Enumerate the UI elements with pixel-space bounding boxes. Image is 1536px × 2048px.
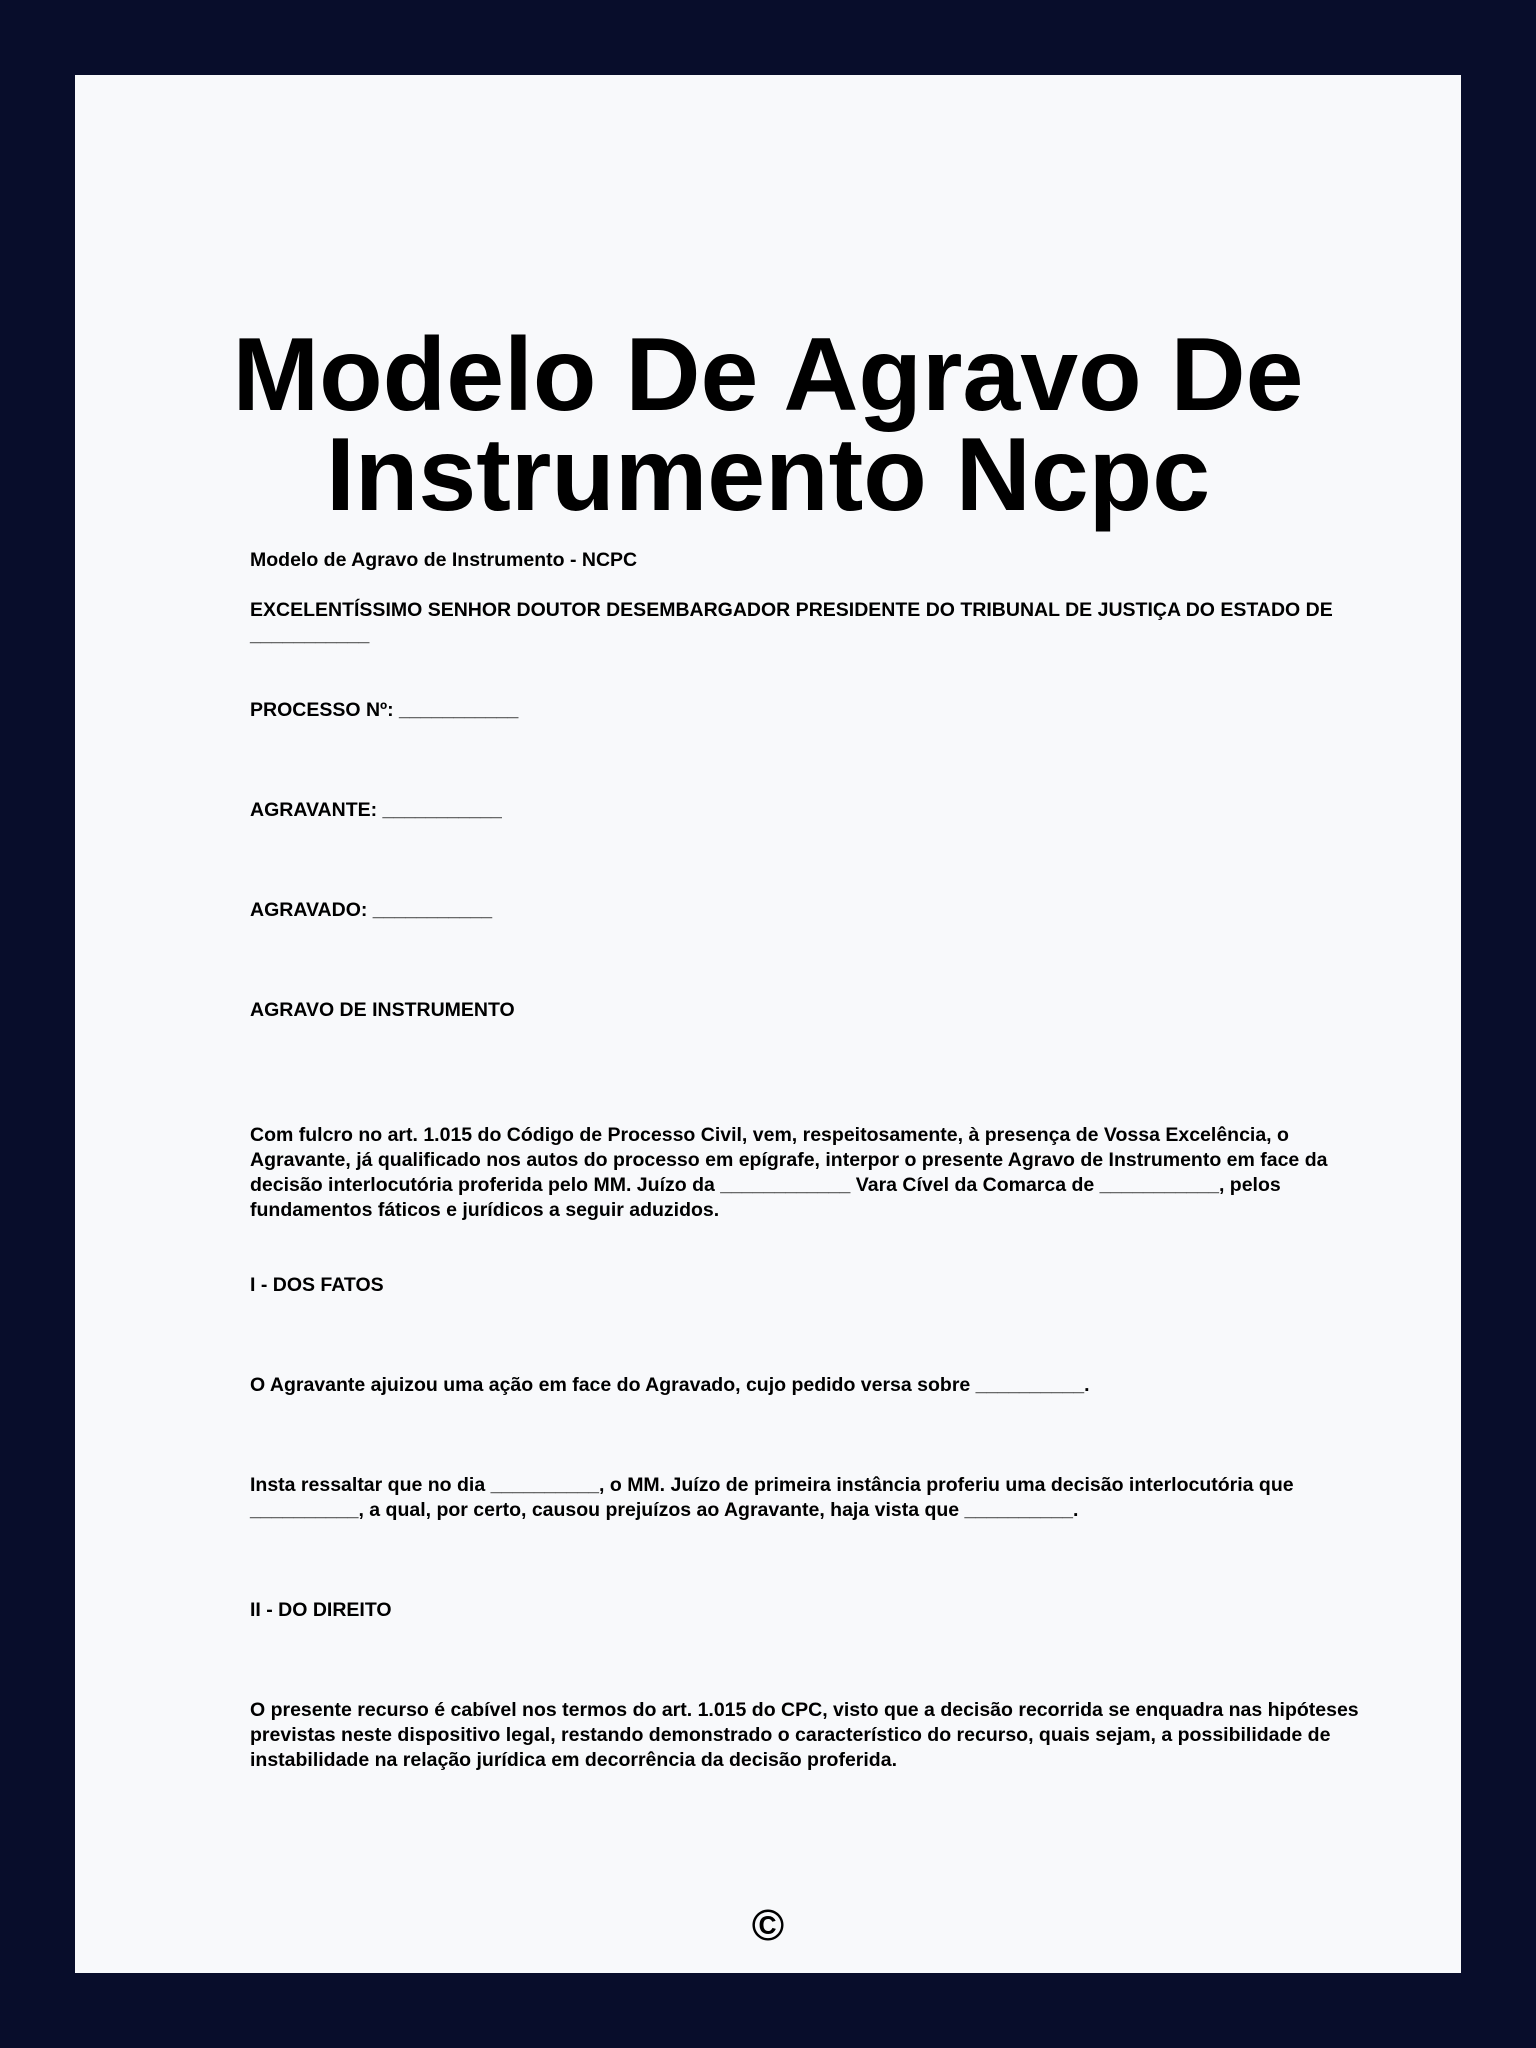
appellee-field: AGRAVADO: ___________ bbox=[250, 899, 493, 921]
subtitle: Modelo de Agravo de Instrumento - NCPC bbox=[250, 549, 638, 571]
document-title bbox=[75, 317, 1461, 533]
title-line-1: Modelo De Agravo De bbox=[232, 317, 1304, 433]
appellant-field: AGRAVANTE: ___________ bbox=[250, 799, 502, 821]
section-heading-direito: II - DO DIREITO bbox=[250, 1599, 392, 1621]
copyright-icon: © bbox=[751, 1901, 785, 1950]
document-page bbox=[75, 75, 1461, 1973]
facts-paragraph-1: O Agravante ajuizou uma ação em face do Agravado, cujo pedido versa sobre __________. bbox=[250, 1374, 1090, 1396]
addressee: EXCELENTÍSSIMO SENHOR DOUTOR DESEMBARGADOR PRESIDENTE DO TRIBUNAL DE JUSTIÇA DO ESTADO DE ___________ bbox=[250, 599, 1333, 646]
section-heading-agravo: AGRAVO DE INSTRUMENTO bbox=[250, 999, 515, 1021]
title-line-2: Instrumento Ncpc bbox=[325, 417, 1211, 533]
intro-paragraph: Com fulcro no art. 1.015 do Código de Processo Civil, vem, respeitosamente, à presença de Vossa Excelência, o Agravante, já qualificado nos autos do processo em epígrafe, interpor o presente Agravo de Instrumento em face da decisão interlocutória proferida pelo MM. Juízo da ____________ Vara Cível da Comarca de ___________, pelos fundamentos fáticos e jurídicos a seguir aduzidos. bbox=[250, 1124, 1328, 1221]
law-paragraph: O presente recurso é cabível nos termos do art. 1.015 do CPC, visto que a decisão recorrida se enquadra nas hipóteses previstas neste dispositivo legal, restando demonstrado o característico do recurso, quais sejam, a possibilidade de instabilidade na relação jurídica em decorrência da decisão proferida. bbox=[250, 1699, 1359, 1771]
process-number: PROCESSO Nº: ___________ bbox=[250, 699, 519, 721]
facts-paragraph-2: Insta ressaltar que no dia __________, o MM. Juízo de primeira instância proferiu uma decisão interlocutória que __________, a qual, por certo, causou prejuízos ao Agravante, haja vista que __________. bbox=[250, 1474, 1294, 1521]
section-heading-fatos: I - DOS FATOS bbox=[250, 1274, 384, 1296]
